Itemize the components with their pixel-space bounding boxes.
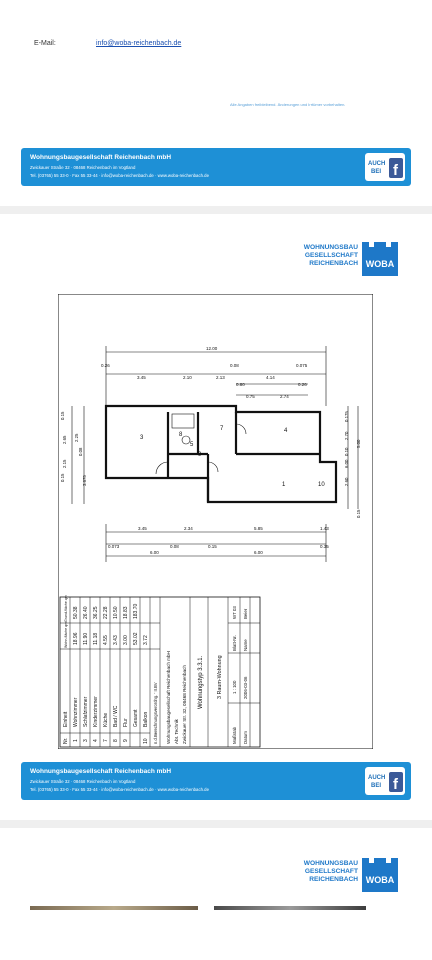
dim-top-7: 4.14 (266, 375, 275, 380)
row8-wf: 3.72 (143, 635, 149, 645)
dim-top-1: 0.26 (101, 363, 110, 368)
logo-line2-2: GESELLSCHAFT (304, 868, 358, 876)
row3-wf: 11.18 (93, 632, 99, 645)
dim-right-5: 0.15 (356, 509, 361, 518)
dim-top-4: 3.45 (137, 375, 146, 380)
row5-gf: 10.50 (113, 606, 119, 619)
row2-nr: 3 (83, 739, 89, 742)
disclaimer-text: Alle Angaben freibleibend. Änderungen und Irrtümer vorbehalten. (230, 102, 346, 107)
row5-name: Bad / WC (113, 705, 119, 727)
facebook-badge[interactable] (363, 150, 407, 184)
row7-name: Gesamt (133, 709, 139, 727)
svg-text:f: f (393, 776, 398, 793)
room-5: 5 (190, 442, 194, 448)
table-title: Wohnungstyp 3.3.1. (198, 655, 204, 709)
room-8: 8 (179, 432, 183, 438)
row3-nr: 4 (93, 739, 99, 742)
logo-line2: GESELLSCHAFT (304, 252, 358, 260)
row1-name: Wohnzimmer (73, 697, 79, 727)
logo-text-2 (286, 860, 358, 885)
table-header-einheit: Einheit (63, 711, 69, 727)
row4-name: Küche (103, 712, 109, 727)
area-table (60, 595, 260, 747)
page-top (0, 0, 432, 206)
dim-top-2: 0.08 (230, 363, 239, 368)
row2-name: Schlafzimmer (83, 696, 89, 727)
badge-line2: BEI (371, 169, 382, 175)
dim-top-10: 0.75 (246, 394, 255, 399)
dim-top-5: 2.10 (183, 375, 192, 380)
table-header-nr: Nr. (63, 737, 69, 744)
dim-bottom-9: 6.00 (254, 550, 263, 555)
row7-gf: 183.70 (133, 603, 139, 619)
dim-right-1: 2.70 (344, 431, 349, 440)
email-label: E-Mail: (34, 40, 56, 47)
row8-name: Balkon (143, 711, 149, 727)
logo-line1: WOHNUNGSBAU (303, 244, 358, 251)
row7-wf: 53.02 (133, 632, 139, 645)
row6-nr: 9 (123, 739, 129, 742)
castle-icon (360, 856, 400, 896)
dim-left-3: 2.25 (74, 433, 79, 442)
woba-logo-2 (286, 856, 426, 896)
row2-wf: 11.90 (83, 632, 89, 645)
email-link[interactable]: info@woba-reichenbach.de (96, 40, 182, 47)
room-10: 10 (318, 482, 325, 488)
row5-nr: 8 (113, 739, 119, 742)
row2-gf: 26.40 (83, 606, 89, 619)
dim-bottom-7: 0.35 (320, 544, 329, 549)
row1-wf: 18.96 (73, 632, 79, 645)
woba-logo (286, 240, 426, 280)
banner-contact: Tel. (03765) 55 33-0 · Fax 55 33-44 · info@woba-reichenbach.de · www.woba-reichenbach.de (30, 173, 209, 178)
banner-address-2: Zwickauer Straße 32 · 08468 Reichenbach im Vogtland (30, 779, 136, 784)
dim-left-4: 3.675 (82, 475, 87, 486)
table-header-wohnflaeche: Wohn-fläche qm (64, 621, 68, 648)
dim-right-2: 0.10 (344, 447, 349, 456)
floorplan-drawing (58, 294, 373, 749)
table-owner: Wohnungsbaugesellschaft Reichenbach mbH (166, 651, 171, 744)
banner-company-name-2: Wohnungsbaugesellschaft Reichenbach mbH (30, 768, 172, 775)
row6-wf: 3.00 (123, 635, 129, 645)
facebook-badge-2[interactable] (363, 764, 407, 798)
dim-top-3: 0.075 (296, 363, 308, 368)
row3-name: Kinderzimmer (93, 696, 99, 727)
room-1: 1 (282, 482, 286, 488)
dim-bottom-6: 0.15 (208, 544, 217, 549)
row1-nr: 1 (73, 739, 79, 742)
badge-line1: AUCH (368, 161, 386, 167)
date-label: Datum (243, 731, 248, 744)
scale-value: 1 : 100 (232, 680, 237, 694)
dim-right-3: 5.00 (356, 439, 361, 448)
name-value: Beier (243, 608, 248, 619)
sheet-label: Blatt-Nr. (232, 635, 237, 651)
badge-line1-2: AUCH (368, 775, 386, 781)
company-banner (21, 148, 411, 186)
svg-text:f: f (393, 162, 398, 179)
dim-left-6: 2.15 (62, 459, 67, 468)
dim-bottom-4: 0.073 (108, 544, 120, 549)
table-header-grundflaeche: Grund-fläche qm (64, 595, 68, 622)
dim-right-6: 6.00 (344, 459, 349, 468)
row5-wf: 3.43 (113, 635, 119, 645)
dim-top-11: 2.74 (280, 394, 289, 399)
room-4: 4 (284, 428, 288, 434)
row4-gf: 22.28 (103, 606, 109, 619)
row4-nr: 7 (103, 739, 109, 742)
dim-bottom-8: 6.00 (150, 550, 159, 555)
room-3: 3 (140, 435, 144, 441)
banner-contact-2: Tel. (03765) 55 33-0 · Fax 55 33-44 · info@woba-reichenbach.de · www.woba-reichenbach.de (30, 787, 209, 792)
photo-strip-right (214, 906, 366, 910)
row3-gf: 36.25 (93, 606, 99, 619)
banner-address: Zwickauer Straße 32 · 08468 Reichenbach im Vogtland (30, 165, 136, 170)
dim-bottom-3: 1.43 (320, 526, 329, 531)
dim-bottom-5: 0.08 (170, 544, 179, 549)
scale-label: Maßstab (232, 726, 237, 744)
logo-mark-2: WOBA (365, 875, 395, 885)
logo-mark: WOBA (365, 259, 395, 269)
dim-right-4: 2.60 (344, 477, 349, 486)
dim-right-0: 0.175 (344, 411, 349, 422)
room-7: 7 (220, 426, 224, 432)
dim-top-9: 0.26 (298, 382, 307, 387)
dim-left-0: 0.15 (60, 411, 65, 420)
page-gap-2 (0, 820, 432, 828)
row6-gf: 18.83 (123, 606, 129, 619)
date-value: 2006-03-06 (243, 676, 248, 699)
table-owner-dept: Abt. Technik (174, 719, 179, 744)
room-9: 9 (198, 452, 202, 458)
dim-top-6: 2.13 (216, 375, 225, 380)
row4-wf: 4.55 (103, 635, 109, 645)
photo-strip-left (30, 906, 198, 910)
table-owner-addr: Zwickauer Str. 32, 08468 Reichenbach (182, 665, 187, 744)
logo-line1-2: WOHNUNGSBAU (303, 860, 358, 867)
dim-left-5: 0.15 (60, 473, 65, 482)
page-gap-1 (0, 206, 432, 214)
email-row (34, 40, 182, 47)
row8-nr: 10 (143, 738, 149, 744)
badge-line2-2: BEI (371, 783, 382, 789)
banner-company-name: Wohnungsbaugesellschaft Reichenbach mbH (30, 154, 172, 161)
logo-line3: REICHENBACH (309, 260, 358, 268)
logo-line3-2: REICHENBACH (309, 876, 358, 884)
castle-icon (360, 240, 400, 280)
row6-name: Flur (123, 718, 129, 727)
dim-bottom-0: 3.45 (138, 526, 147, 531)
dim-left-2: 0.08 (78, 447, 83, 456)
row1-gf: 50.38 (73, 606, 79, 619)
dim-top-0: 12.00 (206, 346, 218, 351)
company-banner-2 (21, 762, 411, 800)
sheet-value: WT 03 (232, 606, 237, 619)
dim-bottom-2: 5.85 (254, 526, 263, 531)
table-note: n.d.Berechnungsverordng. ' II.BV (153, 682, 158, 744)
dim-left-1: 2.65 (62, 435, 67, 444)
dim-top-8: 0.80 (236, 382, 245, 387)
dim-bottom-1: 2.34 (184, 526, 193, 531)
logo-text (286, 244, 358, 269)
table-subtitle: 3 Raum-Wohnung (217, 655, 223, 699)
name-label: Name (243, 639, 248, 651)
